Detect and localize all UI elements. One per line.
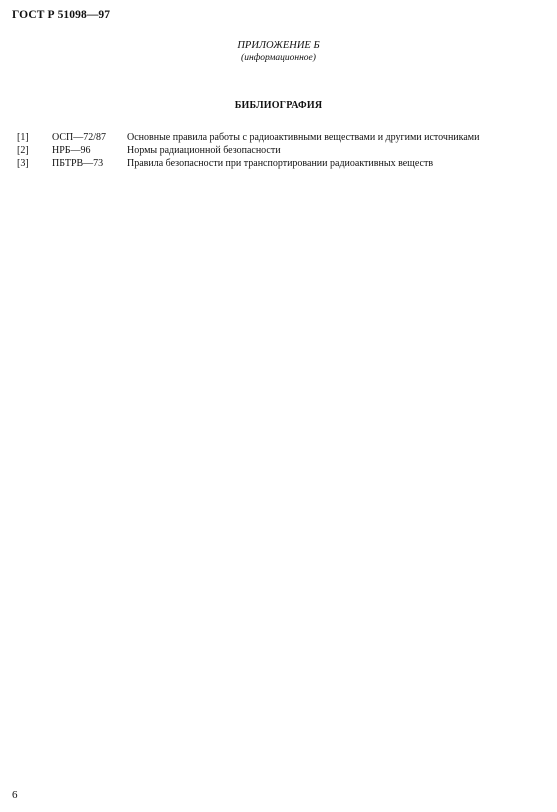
standard-header: ГОСТ Р 51098—97: [12, 9, 111, 21]
entry-code: НРБ—96: [52, 145, 91, 157]
appendix-title: ПРИЛОЖЕНИЕ Б: [237, 40, 320, 51]
entry-number: [1]: [17, 132, 29, 143]
entry-code: ОСП—72/87: [52, 132, 107, 143]
appendix-subtitle: (информационное): [241, 53, 316, 63]
appendix-heading: [0, 40, 557, 64]
bibliography-entry: [17, 131, 547, 144]
page-number: 6: [12, 789, 18, 801]
bibliography-entry: [17, 157, 547, 170]
entry-title: Нормы радиационной безопасности: [127, 145, 281, 157]
entry-number: [3]: [17, 158, 29, 170]
entry-code: ПБТРВ—73: [52, 158, 104, 170]
entry-number: [2]: [17, 145, 29, 157]
section-title: БИБЛИОГРАФИЯ: [234, 100, 323, 111]
bibliography-list: [17, 131, 547, 171]
bibliography-entry: [17, 144, 547, 157]
entry-title: Основные правила работы с радиоактивными веществами и другими источниками: [127, 132, 480, 143]
entry-title: Правила безопасности при транспортировании радиоактивных веществ: [127, 158, 434, 170]
